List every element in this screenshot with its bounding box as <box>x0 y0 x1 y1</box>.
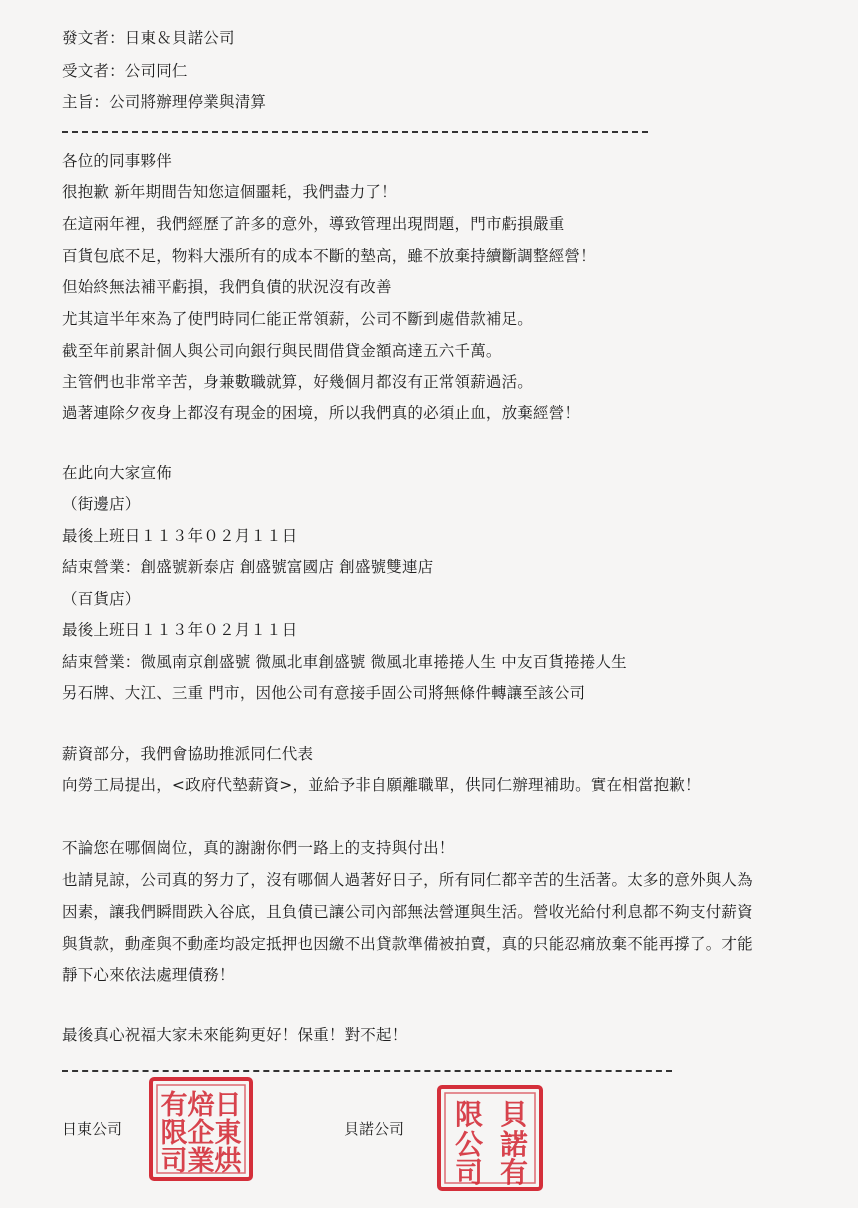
body-line: 在這兩年裡，我們經歷了許多的意外，導致管理出現問題，門市虧損嚴重 <box>62 215 565 233</box>
body-line: 截至年前累計個人與公司向銀行與民間借貸金額高達五六千萬。 <box>62 342 502 360</box>
last-workday: 最後上班日１１３年０２月１１日 <box>62 621 298 639</box>
svg-text:日: 日 <box>214 1090 242 1121</box>
svg-text:有: 有 <box>499 1156 529 1189</box>
body-line: 因素，讓我們瞬間跌入谷底，且負債已讓公司內部無法營運與生活。營收光給付利息都不夠支付薪資 <box>62 903 753 921</box>
svg-text:有: 有 <box>160 1090 188 1121</box>
body-line: 尤其這半年來為了使門時同仁能正常領薪，公司不斷到處借款補足。 <box>62 310 534 328</box>
body-line: 也請見諒，公司真的努力了，沒有哪個人過著好日子，所有同仁都辛苦的生活著。太多的意外與人為 <box>62 871 753 889</box>
svg-text:烘: 烘 <box>214 1146 242 1177</box>
signature-label-right: 貝諾公司 <box>344 1120 405 1138</box>
closed-stores: 結束營業：微風南京創盛號 微風北車創盛號 微風北車捲捲人生 中友百貨捲捲人生 <box>62 653 627 671</box>
company-seal-left <box>148 1076 254 1182</box>
recipient-line: 受文者：公司同仁 <box>62 62 188 80</box>
svg-text:公: 公 <box>454 1128 484 1161</box>
svg-text:貝: 貝 <box>499 1098 529 1131</box>
svg-text:焙: 焙 <box>187 1090 215 1121</box>
salary-note: 向勞工局提出，<政府代墊薪資>，並給予非自願離職單，供同仁辦理補助。實在相當抱歉！ <box>62 776 701 794</box>
greeting: 各位的同事夥伴 <box>62 152 172 170</box>
dashed-divider-top <box>62 131 648 133</box>
closed-stores: 結束營業：創盛號新泰店 創盛號富國店 創盛號雙連店 <box>62 558 434 576</box>
body-line: 主管們也非常辛苦，身兼數職就算，好幾個月都沒有正常領薪過活。 <box>62 373 534 391</box>
store-category: （街邊店） <box>62 495 141 513</box>
svg-text:企: 企 <box>187 1118 215 1149</box>
body-line: 百貨包底不足，物料大漲所有的成本不斷的墊高，雖不放棄持續斷調整經營！ <box>62 247 596 265</box>
body-line: 但始終無法補平虧損，我們負債的狀況沒有改善 <box>62 278 392 296</box>
body-line: 很抱歉 新年期間告知您這個噩耗，我們盡力了！ <box>62 183 397 201</box>
svg-text:業: 業 <box>187 1146 215 1177</box>
salary-note: 薪資部分，我們會協助推派同仁代表 <box>62 745 314 763</box>
last-workday: 最後上班日１１３年０２月１１日 <box>62 527 298 545</box>
body-line: 不論您在哪個崗位，真的謝謝你們一路上的支持與付出！ <box>62 839 455 857</box>
sender-line: 發文者：日東＆貝諾公司 <box>62 29 235 47</box>
store-category: （百貨店） <box>62 590 141 608</box>
svg-text:東: 東 <box>214 1118 242 1149</box>
announcement-heading: 在此向大家宣佈 <box>62 464 172 482</box>
closing-line: 最後真心祝福大家未來能夠更好！保重！對不起！ <box>62 1026 408 1044</box>
company-seal-right <box>436 1084 544 1192</box>
svg-text:司: 司 <box>454 1156 484 1189</box>
svg-text:限: 限 <box>160 1118 188 1149</box>
subject-line: 主旨：公司將辦理停業與清算 <box>62 93 267 111</box>
svg-text:限: 限 <box>454 1098 484 1131</box>
svg-text:諾: 諾 <box>499 1128 529 1161</box>
transfer-note: 另石牌、大江、三重 門市，因他公司有意接手固公司將無條件轉讓至該公司 <box>62 684 586 702</box>
signature-label-left: 日東公司 <box>62 1120 123 1138</box>
body-line: 靜下心來依法處理債務！ <box>62 966 235 984</box>
dashed-divider-bottom <box>62 1070 672 1072</box>
body-line: 過著連除夕夜身上都沒有現金的困境，所以我們真的必須止血，放棄經營！ <box>62 404 581 422</box>
svg-text:司: 司 <box>160 1146 188 1177</box>
body-line: 與貨款，動產與不動產均設定抵押也因繳不出貸款準備被拍賣，真的只能忍痛放棄不能再撐了。才能 <box>62 935 753 953</box>
